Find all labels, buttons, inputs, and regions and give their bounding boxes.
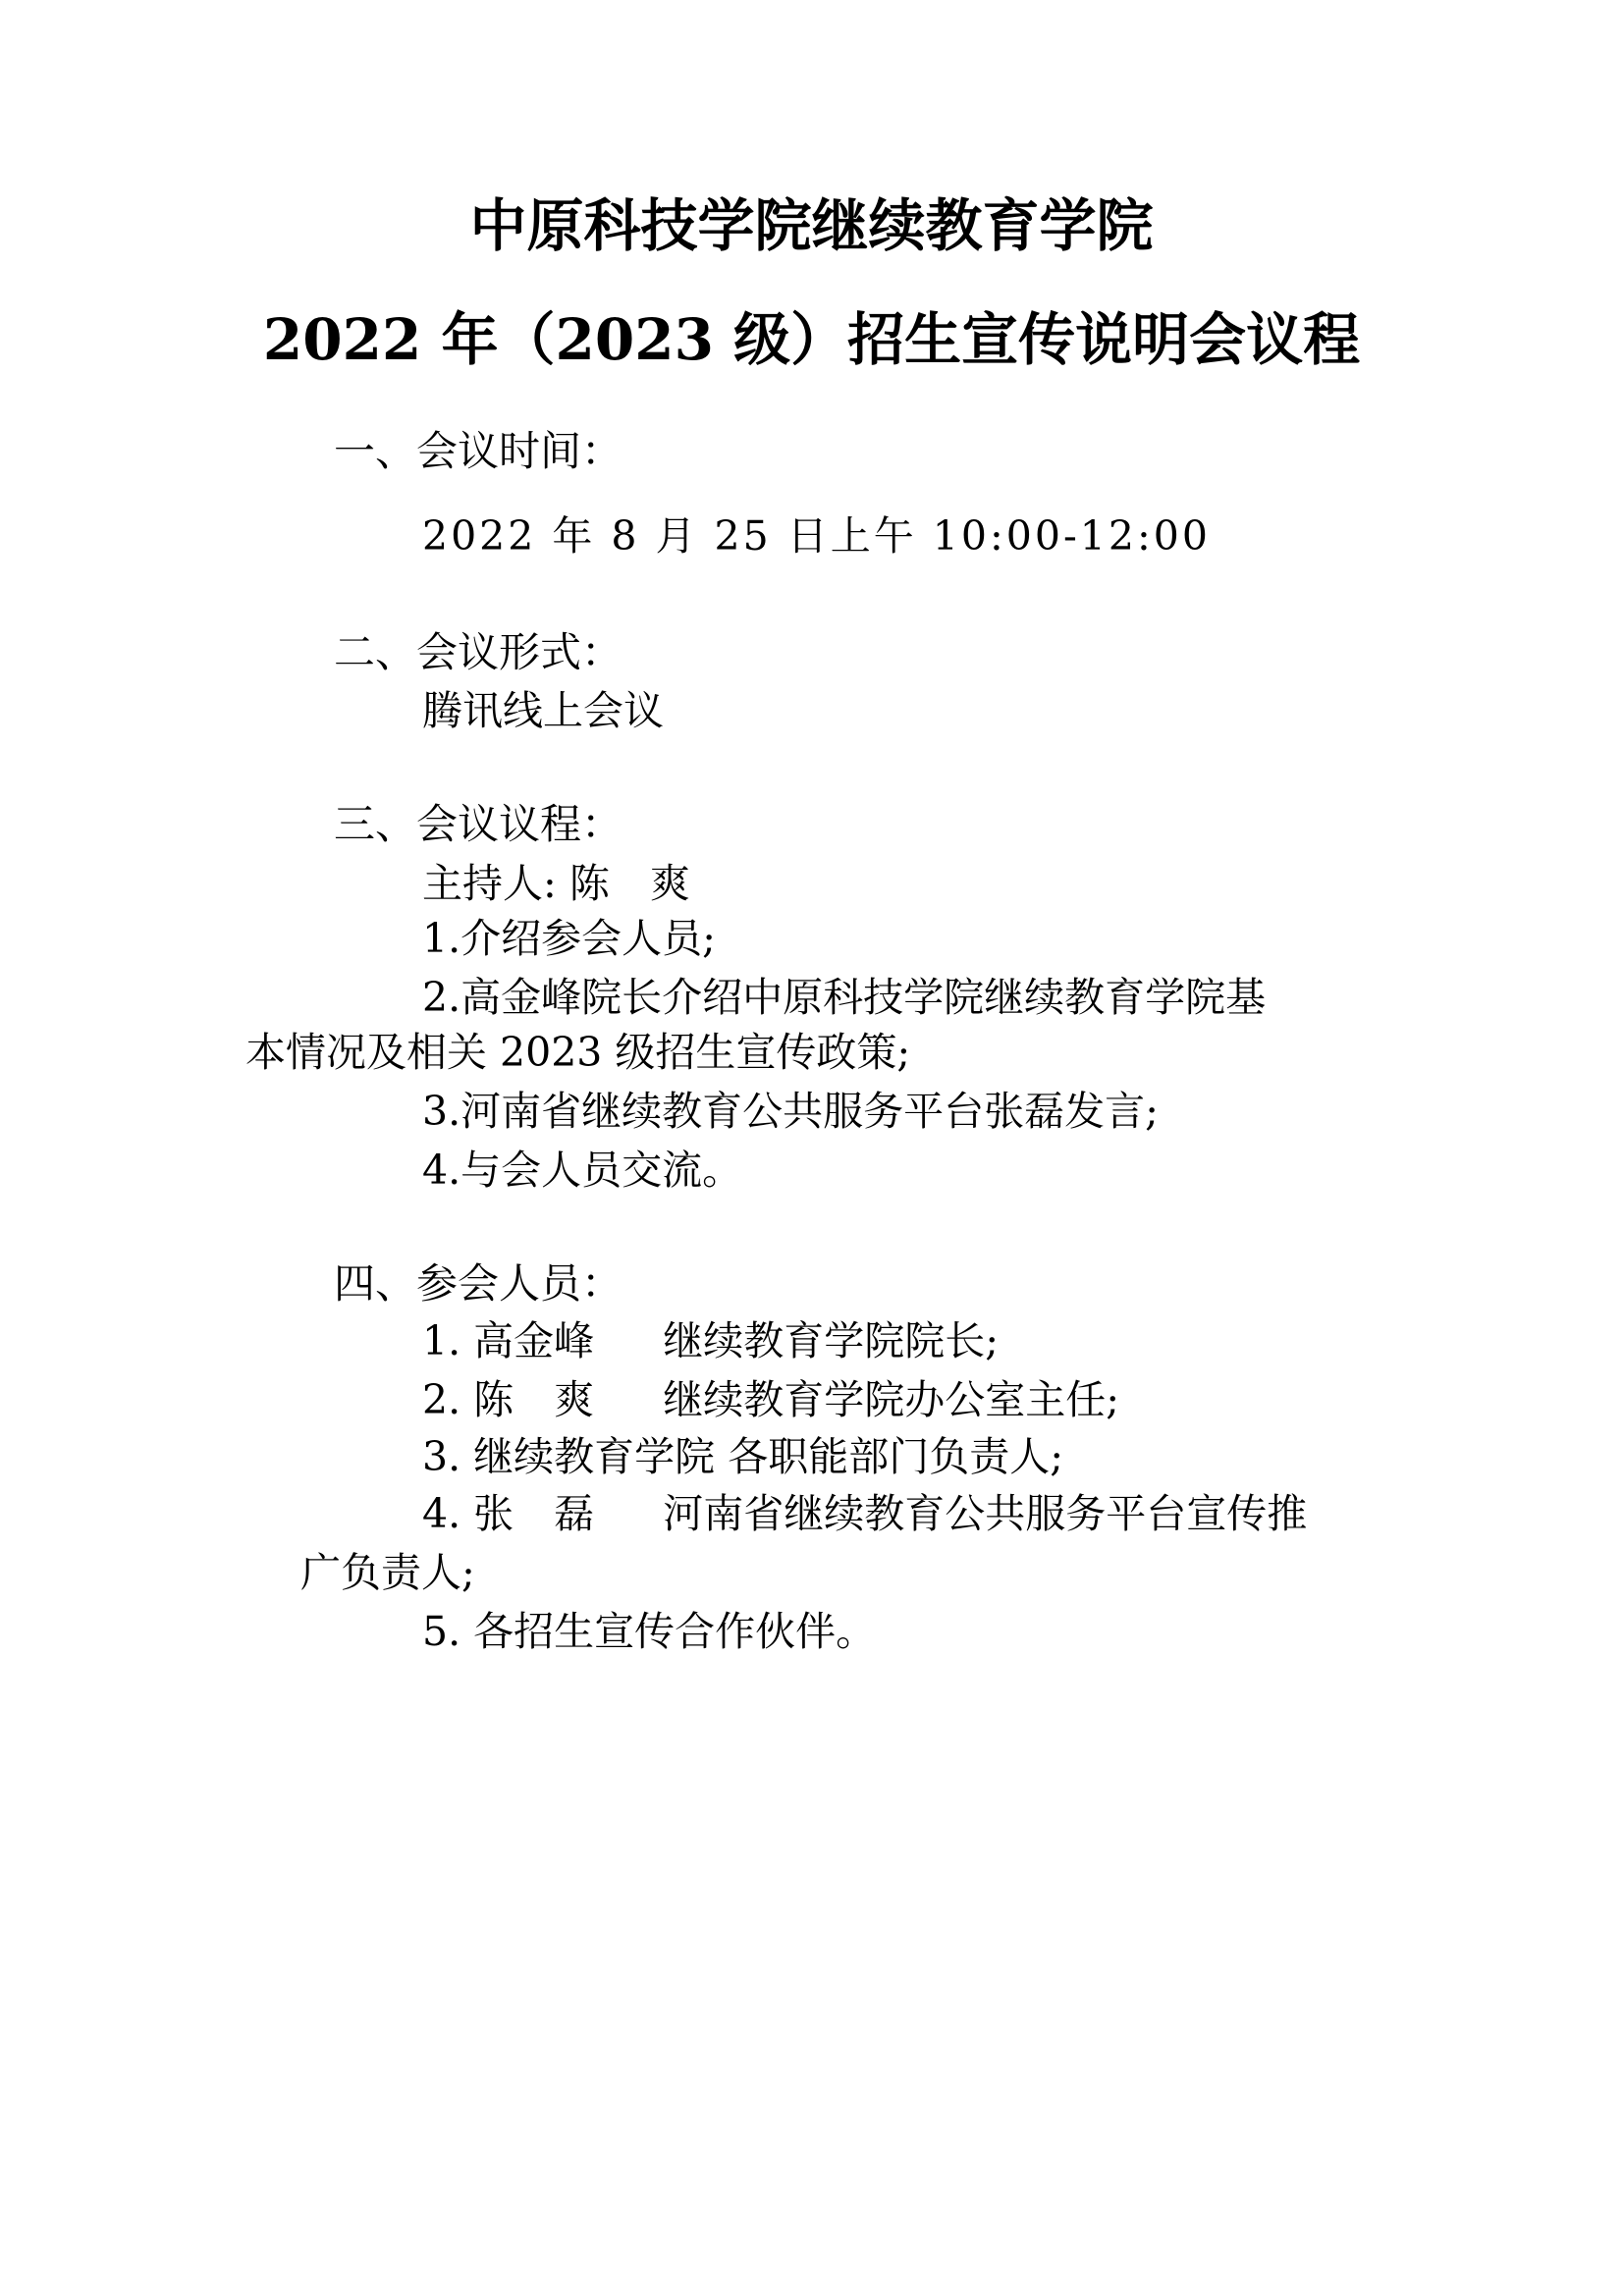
attendee-role: 继续教育学院办公室主任;: [663, 1376, 1120, 1423]
attendee-role: 河南省继续教育公共服务平台宣传推: [663, 1490, 1308, 1537]
document-title-line-2: 2022 年（2023 级）招生宣传说明会议程: [262, 306, 1361, 373]
meeting-time-value: 2022 年 8 月 25 日上午 10:00-12:00: [422, 512, 1211, 560]
section-heading-attendees: 四、参会人员：: [334, 1259, 623, 1308]
attendee-name: 陈 爽: [473, 1376, 595, 1423]
attendee-row: [422, 1486, 1307, 1541]
attendee-row: [422, 1313, 999, 1368]
attendee-number: 5.: [422, 1608, 461, 1655]
attendee-row: [422, 1429, 1063, 1484]
attendee-number: 4.: [422, 1490, 461, 1537]
section-heading-format: 二、会议形式：: [334, 628, 623, 676]
section-heading-time: 一、会议时间：: [334, 427, 623, 475]
attendee-number: 2.: [422, 1376, 461, 1423]
agenda-item-2-continued: 本情况及相关 2023 级招生宣传政策;: [245, 1029, 911, 1076]
attendee-number: 1.: [422, 1317, 461, 1364]
agenda-item-2: 2.高金峰院长介绍中原科技学院继续教育学院基: [422, 974, 1267, 1021]
attendee-name: 高金峰: [473, 1317, 595, 1364]
agenda-item-3: 3.河南省继续教育公共服务平台张磊发言;: [422, 1088, 1159, 1135]
section-heading-agenda: 三、会议议程：: [334, 800, 623, 848]
agenda-item-4: 4.与会人员交流。: [422, 1147, 743, 1194]
attendee-role: 各职能部门负责人;: [728, 1433, 1064, 1480]
attendee-role: 广负责人;: [300, 1549, 475, 1596]
attendee-name: 各招生宣传合作伙伴。: [473, 1608, 877, 1655]
attendee-role: 继续教育学院院长;: [663, 1317, 1000, 1364]
document-title-line-1: 中原科技学院继续教育学院: [469, 192, 1154, 259]
attendee-name: 张 磊: [473, 1490, 595, 1537]
attendee-number: 3.: [422, 1433, 461, 1480]
attendee-row-continued: [300, 1545, 475, 1600]
agenda-host: 主持人: 陈 爽: [422, 860, 690, 907]
meeting-format-value: 腾讯线上会议: [422, 687, 664, 734]
attendee-row: [422, 1372, 1119, 1427]
attendee-name: 继续教育学院: [473, 1433, 716, 1480]
attendee-row: [422, 1604, 876, 1659]
agenda-item-1: 1.介绍参会人员;: [422, 915, 716, 962]
